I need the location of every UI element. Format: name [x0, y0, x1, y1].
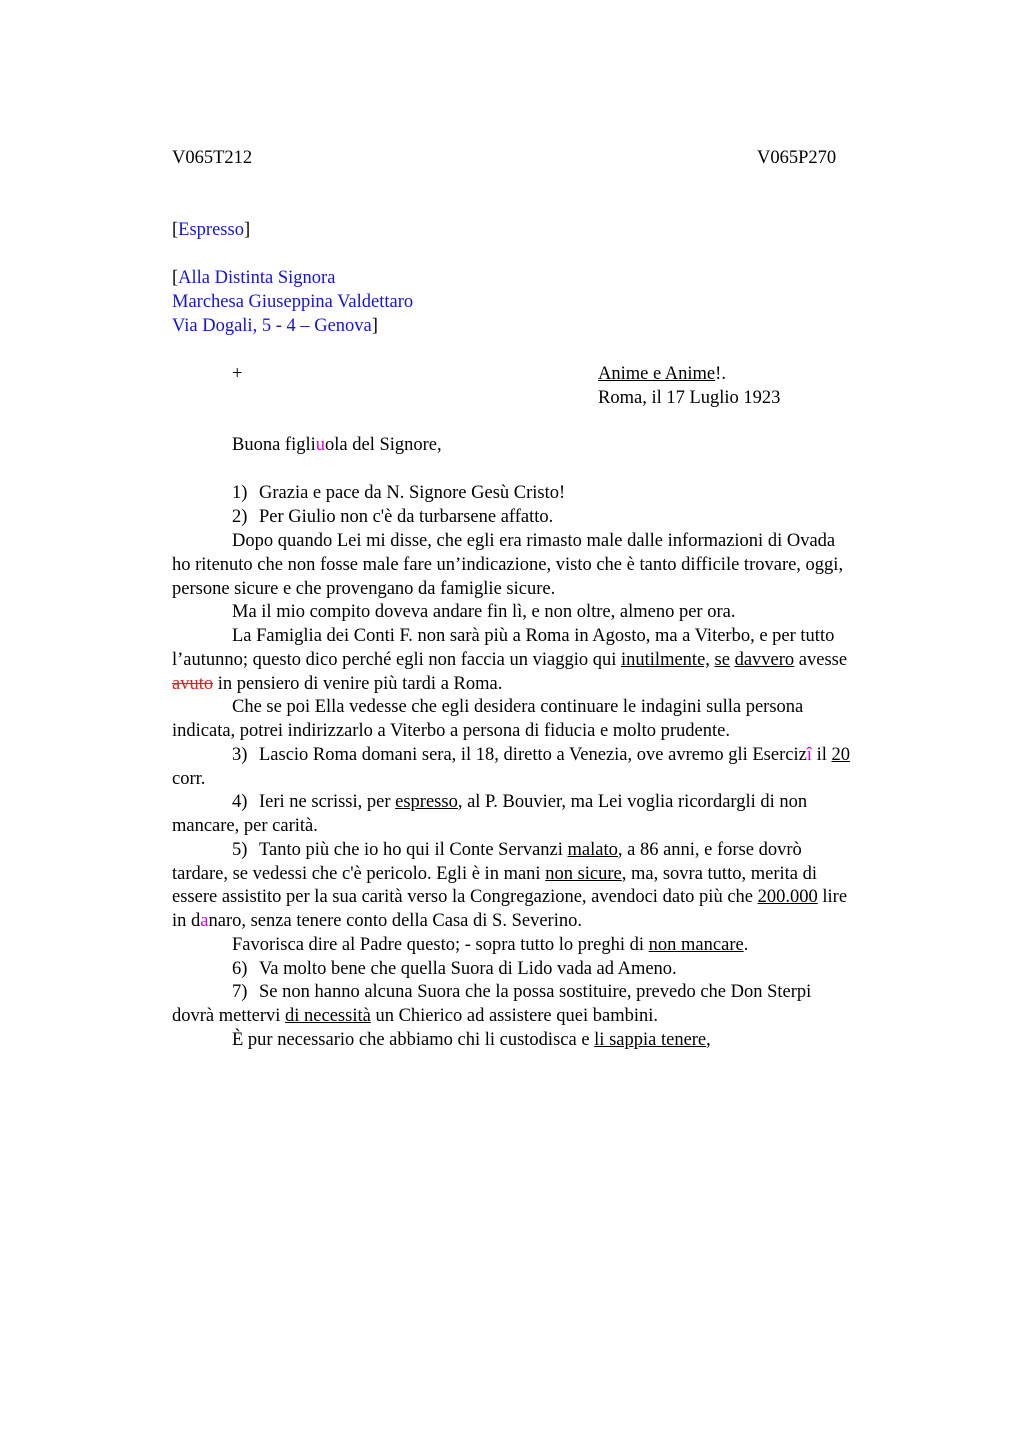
salutation	[232, 433, 442, 457]
item-number: 5)	[232, 840, 248, 860]
text-run: avesse	[794, 650, 848, 670]
item-number: 7)	[232, 982, 248, 1002]
text-run: un Chierico ad assistere quei bambini.	[370, 1006, 659, 1026]
bracket-open: [	[172, 220, 179, 240]
underlined-word: se	[714, 650, 730, 670]
underlined-word: li sappia tenere	[594, 1030, 707, 1050]
underlined-word: 20	[831, 745, 850, 765]
document-code-left: V065T212	[172, 148, 253, 168]
paragraph-9-line-3	[172, 885, 847, 909]
underlined-word: malato	[567, 840, 618, 860]
underlined-word: di necessità	[285, 1006, 371, 1026]
place-date: Roma, il 17 Luglio 1923	[598, 388, 781, 408]
text-run: Lascio Roma domani sera, il 18, diretto a Venezia, ove avremo gli Eserciz	[259, 745, 807, 765]
paragraph-text: Va molto bene che quella Suora di Lido vada ad Ameno.	[259, 959, 677, 979]
text-run: l’autunno; questo dico perché egli non faccia un viaggio qui	[172, 650, 622, 670]
address-line-1	[172, 266, 335, 290]
address-line-3	[172, 314, 378, 338]
bracket-open: [	[172, 268, 179, 288]
item-number: 3)	[232, 745, 248, 765]
paragraph-10	[232, 933, 748, 957]
item-number: 6)	[232, 959, 248, 979]
paragraph-12-line-1	[232, 980, 811, 1004]
paragraph-9-line-1	[232, 838, 802, 862]
text-run: dovrà mettervi	[172, 1006, 286, 1026]
motto-tail: !.	[715, 364, 726, 384]
underlined-word: 200.000	[757, 887, 818, 907]
paragraph-4: Ma il mio compito doveva andare fin lì, e non oltre, almeno per ora.	[232, 602, 736, 622]
text-run: , a 86 anni, e forse dovrò	[617, 840, 802, 860]
underlined-word: espresso	[395, 792, 458, 812]
address-line-2: Marchesa Giuseppina Valdettaro	[172, 292, 414, 312]
paragraph-5-line-2	[172, 648, 847, 672]
paragraph-6-line-1: Che se poi Ella vedesse che egli desidera continuare le indagini sulla persona	[232, 697, 804, 717]
paragraph-text: Per Giulio non c'è da turbarsene affatto.	[259, 507, 554, 527]
paragraph-3-line-2: ho ritenuto che non fosse male fare un’indicazione, visto che è tanto difficile trovare, oggi,	[172, 555, 844, 575]
underlined-word: non sicure	[545, 864, 622, 884]
text-run: .	[743, 935, 749, 955]
text-run: ,	[706, 1030, 711, 1050]
delivery-label: Espresso	[178, 220, 244, 240]
underlined-word: davvero	[734, 650, 795, 670]
paragraph-7-line-2: corr.	[172, 769, 206, 789]
correction-mark: a	[200, 911, 209, 931]
paragraph-7-line-1	[232, 743, 850, 767]
text-run: , ma, sovra tutto, merita di	[621, 864, 817, 884]
delivery-note	[172, 218, 250, 242]
paragraph-5-line-1: La Famiglia dei Conti F. non sarà più a Roma in Agosto, ma a Viterbo, e per tutto	[232, 626, 835, 646]
salutation-correction: u	[315, 435, 326, 455]
item-number: 2)	[232, 507, 248, 527]
text-run: il	[811, 745, 832, 765]
address-recipient-title: Alla Distinta Signora	[178, 268, 336, 288]
text-run: essere assistito per la sua carità verso la Congregazione, avendoci dato più che	[172, 887, 758, 907]
paragraph-1	[232, 481, 565, 505]
paragraph-text: Se non hanno alcuna Suora che la possa sostituire, prevedo che Don Sterpi	[259, 982, 812, 1002]
salutation-part: Buona figli	[232, 435, 316, 455]
text-run: lire	[817, 887, 848, 907]
paragraph-text: Grazia e pace da N. Signore Gesù Cristo!	[259, 483, 566, 503]
paragraph-6-line-2: indicata, potrei indirizzarlo a Viterbo a persona di fiducia e molto prudente.	[172, 721, 730, 741]
text-run: Favorisca dire al Padre questo; - sopra tutto lo preghi di	[232, 935, 649, 955]
paragraph-9-line-2	[172, 862, 817, 886]
text-run: naro, senza tenere conto della Casa di S. Severino.	[208, 911, 582, 931]
paragraph-2	[232, 505, 553, 529]
text-run: in pensiero di venire più tardi a Roma.	[213, 674, 503, 694]
motto-text: Anime e Anime	[598, 364, 716, 384]
document-code-right: V065P270	[757, 148, 837, 168]
item-number: 1)	[232, 483, 248, 503]
salutation-part: ola del Signore,	[325, 435, 442, 455]
paragraph-3-line-1: Dopo quando Lei mi disse, che egli era rimasto male dalle informazioni di Ovada	[232, 531, 836, 551]
bracket-close: ]	[371, 316, 378, 336]
paragraph-13	[232, 1028, 711, 1052]
text-run: Tanto più che io ho qui il Conte Servanzi	[259, 840, 568, 860]
paragraph-9-line-4	[172, 909, 582, 933]
paragraph-12-line-2	[172, 1004, 658, 1028]
deleted-word: avuto	[172, 674, 214, 694]
underlined-word: non mancare	[648, 935, 744, 955]
cross-symbol: +	[232, 364, 243, 384]
paragraph-5-line-3	[172, 672, 502, 696]
text-run: tardare, se vedessi che c'è pericolo. Egli è in mani	[172, 864, 546, 884]
paragraph-11	[232, 957, 677, 981]
text-run: Ieri ne scrissi, per	[259, 792, 396, 812]
text-run: È pur necessario che abbiamo chi li custodisca e	[232, 1030, 595, 1050]
address-street: Via Dogali, 5 - 4 – Genova	[172, 316, 372, 336]
bracket-close: ]	[243, 220, 251, 240]
text-run: , al P. Bouvier, ma Lei voglia ricordargli di non	[457, 792, 808, 812]
motto	[598, 362, 726, 386]
paragraph-8-line-1	[232, 790, 807, 814]
text-run: in d	[172, 911, 201, 931]
paragraph-8-line-2: mancare, per carità.	[172, 816, 318, 836]
correction-mark: î	[806, 745, 812, 765]
paragraph-3-line-3: persone sicure e che provengano da famiglie sicure.	[172, 579, 556, 599]
underlined-word: inutilmente,	[621, 650, 710, 670]
item-number: 4)	[232, 792, 248, 812]
